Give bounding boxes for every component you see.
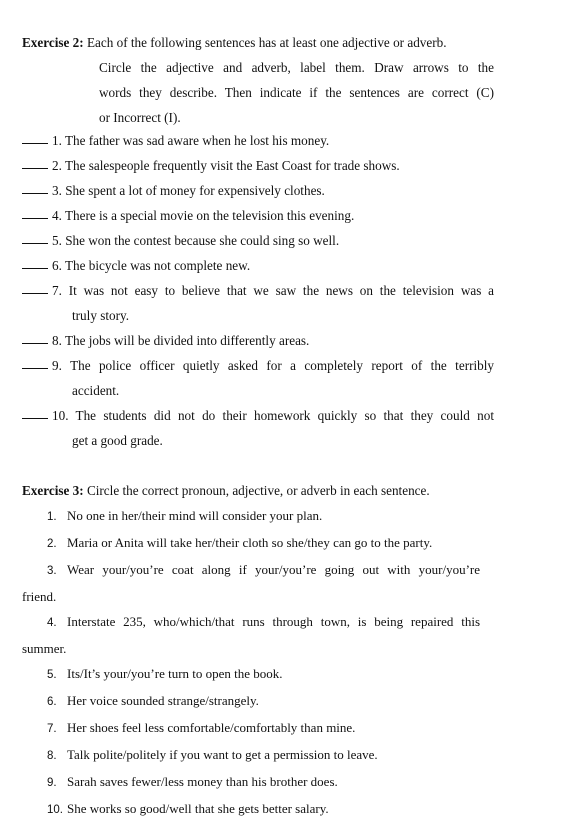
answer-blank[interactable] — [22, 153, 48, 169]
exercise-3-item-sentence: Wear your/you’re coat along if your/you’re going out with your/you’re — [67, 562, 480, 577]
exercise-2-item-number: 3. — [52, 183, 62, 198]
exercise-2-item — [22, 178, 494, 203]
exercise-3-item-sentence: Sarah saves fewer/less money than his brother does. — [67, 774, 338, 789]
exercise-3-item-number: 3. — [47, 565, 57, 577]
exercise-2-item-first-line — [52, 353, 494, 378]
exercise-3-item — [22, 796, 484, 823]
exercise-2-item — [22, 153, 494, 178]
exercise-2-item-text — [52, 128, 494, 153]
exercise-2-item-first-line — [52, 228, 494, 253]
exercise-2-instruction-cont: words they describe. Then indicate if the sentences are correct (C) — [99, 85, 494, 100]
answer-blank[interactable] — [22, 353, 48, 369]
answer-blank[interactable] — [22, 203, 48, 219]
exercise-2-item — [22, 128, 494, 153]
exercise-3-item — [22, 609, 484, 661]
exercise-3-heading: Exercise 3: — [22, 483, 84, 498]
exercise-3-instruction-text: Circle the correct pronoun, adjective, or adverb in each sentence. — [86, 483, 430, 498]
exercise-2-item-first-line — [52, 253, 494, 278]
exercise-2-heading: Exercise 2: — [22, 35, 84, 50]
exercise-2-item-number: 1. — [52, 133, 62, 148]
exercise-2-item-continuation: accident. — [72, 383, 120, 398]
exercise-2-item — [22, 278, 494, 328]
exercise-2-item-text — [52, 328, 494, 353]
exercise-2-item-text — [52, 403, 494, 453]
exercise-2-list — [22, 128, 494, 453]
answer-blank[interactable] — [22, 178, 48, 194]
exercise-2-item-text — [52, 153, 494, 178]
exercise-2-first-line — [22, 30, 494, 55]
exercise-2-item-number: 4. — [52, 208, 62, 223]
answer-blank[interactable] — [22, 228, 48, 244]
exercise-2-item-text — [52, 228, 494, 253]
exercise-2-item-number: 2. — [52, 158, 62, 173]
exercise-2-item-sentence: There is a special movie on the television this evening. — [64, 208, 355, 223]
exercise-3-item-number: 4. — [47, 617, 57, 629]
answer-blank[interactable] — [22, 328, 48, 344]
exercise-3-item-sentence: Her voice sounded strange/strangely. — [67, 693, 259, 708]
exercise-3-item-sentence: Its/It’s your/you’re turn to open the book. — [67, 666, 283, 681]
exercise-2-item-first-line — [52, 178, 494, 203]
exercise-3-item — [22, 769, 484, 796]
exercise-3-item — [22, 503, 484, 530]
exercise-2-item — [22, 228, 494, 253]
exercise-2-item-sentence: She won the contest because she could sing so well. — [65, 233, 340, 248]
exercise-2-item-first-line — [52, 153, 494, 178]
exercise-3-item-sentence: She works so good/well that she gets better salary. — [67, 801, 329, 816]
exercise-2-item-number: 10. — [52, 408, 69, 423]
exercise-2-item-text — [52, 253, 494, 278]
exercise-3-item-sentence: Interstate 235, who/which/that runs through town, is being repaired this — [67, 614, 480, 629]
exercise-3-item-number: 5. — [47, 669, 57, 681]
exercise-2-instructions — [22, 30, 494, 130]
exercise-2-instruction-cont: Circle the adjective and adverb, label them. Draw arrows to the — [99, 60, 494, 75]
exercise-3-item-number: 1. — [47, 511, 57, 523]
exercise-3-item-number: 9. — [47, 777, 57, 789]
answer-blank[interactable] — [22, 128, 48, 144]
exercise-2-item-text — [52, 178, 494, 203]
exercise-3-item-number: 6. — [47, 696, 57, 708]
exercise-3-item-sentence: Talk polite/politely if you want to get a permission to leave. — [67, 747, 378, 762]
exercise-3-item-continuation: summer. — [22, 641, 67, 656]
exercise-2-instruction-text: Each of the following sentences has at least one adjective or adverb. — [86, 35, 447, 50]
exercise-3-item-continuation: friend. — [22, 589, 57, 604]
exercise-2-item-sentence: It was not easy to believe that we saw the news on the television was a — [68, 283, 494, 298]
exercise-2-item-first-line — [52, 278, 494, 303]
exercise-3-item-sentence: Her shoes feel less comfortable/comfortably than mine. — [67, 720, 356, 735]
exercise-2-item-sentence: The bicycle was not complete new. — [64, 258, 251, 273]
exercise-2-item-first-line — [52, 128, 494, 153]
exercise-2-item-continuation: truly story. — [72, 308, 130, 323]
answer-blank[interactable] — [22, 253, 48, 269]
exercise-2-item-first-line — [52, 328, 494, 353]
exercise-2-item-first-line — [52, 203, 494, 228]
exercise-3-item-sentence: No one in her/their mind will consider your plan. — [67, 508, 323, 523]
exercise-2-item-sentence: The jobs will be divided into differently areas. — [64, 333, 310, 348]
exercise-3-item-number: 2. — [47, 538, 57, 550]
exercise-2-item-number: 7. — [52, 283, 62, 298]
exercise-2-item — [22, 328, 494, 353]
exercise-3-list — [22, 503, 484, 823]
exercise-3-item — [22, 742, 484, 769]
exercise-3-item — [22, 557, 484, 609]
exercise-2-item-number: 8. — [52, 333, 62, 348]
exercise-3-item-number: 7. — [47, 723, 57, 735]
exercise-3-item-number: 10. — [47, 804, 63, 816]
exercise-3-instructions — [22, 478, 502, 503]
answer-blank[interactable] — [22, 403, 48, 419]
exercise-3-item — [22, 530, 484, 557]
exercise-2-item — [22, 203, 494, 228]
exercise-3-item — [22, 688, 484, 715]
answer-blank[interactable] — [22, 278, 48, 294]
exercise-2-item-text — [52, 203, 494, 228]
exercise-2-item-sentence: The police officer quietly asked for a completely report of the terribly — [70, 358, 494, 373]
exercise-2-item — [22, 403, 494, 453]
exercise-2-item-number: 9. — [52, 358, 62, 373]
exercise-2-item-sentence: She spent a lot of money for expensively clothes. — [65, 183, 325, 198]
exercise-3-item-number: 8. — [47, 750, 57, 762]
exercise-3-item — [22, 715, 484, 742]
exercise-2-item-sentence: The salespeople frequently visit the East Coast for trade shows. — [64, 158, 400, 173]
exercise-2-item-continuation: get a good grade. — [72, 433, 163, 448]
exercise-2-item-first-line — [52, 403, 494, 428]
exercise-2-item-sentence: The students did not do their homework quickly so that they could not — [75, 408, 494, 423]
exercise-2-item-sentence: The father was sad aware when he lost his money. — [64, 133, 330, 148]
exercise-3-item-sentence: Maria or Anita will take her/their cloth so she/they can go to the party. — [67, 535, 433, 550]
exercise-2-item-text — [52, 278, 494, 328]
exercise-2-item-number: 5. — [52, 233, 62, 248]
exercise-2-item — [22, 253, 494, 278]
exercise-2-item-text — [52, 353, 494, 403]
exercise-2-item-number: 6. — [52, 258, 62, 273]
exercise-2-item — [22, 353, 494, 403]
exercise-3-item — [22, 661, 484, 688]
exercise-2-instruction-cont: or Incorrect (I). — [99, 110, 181, 125]
